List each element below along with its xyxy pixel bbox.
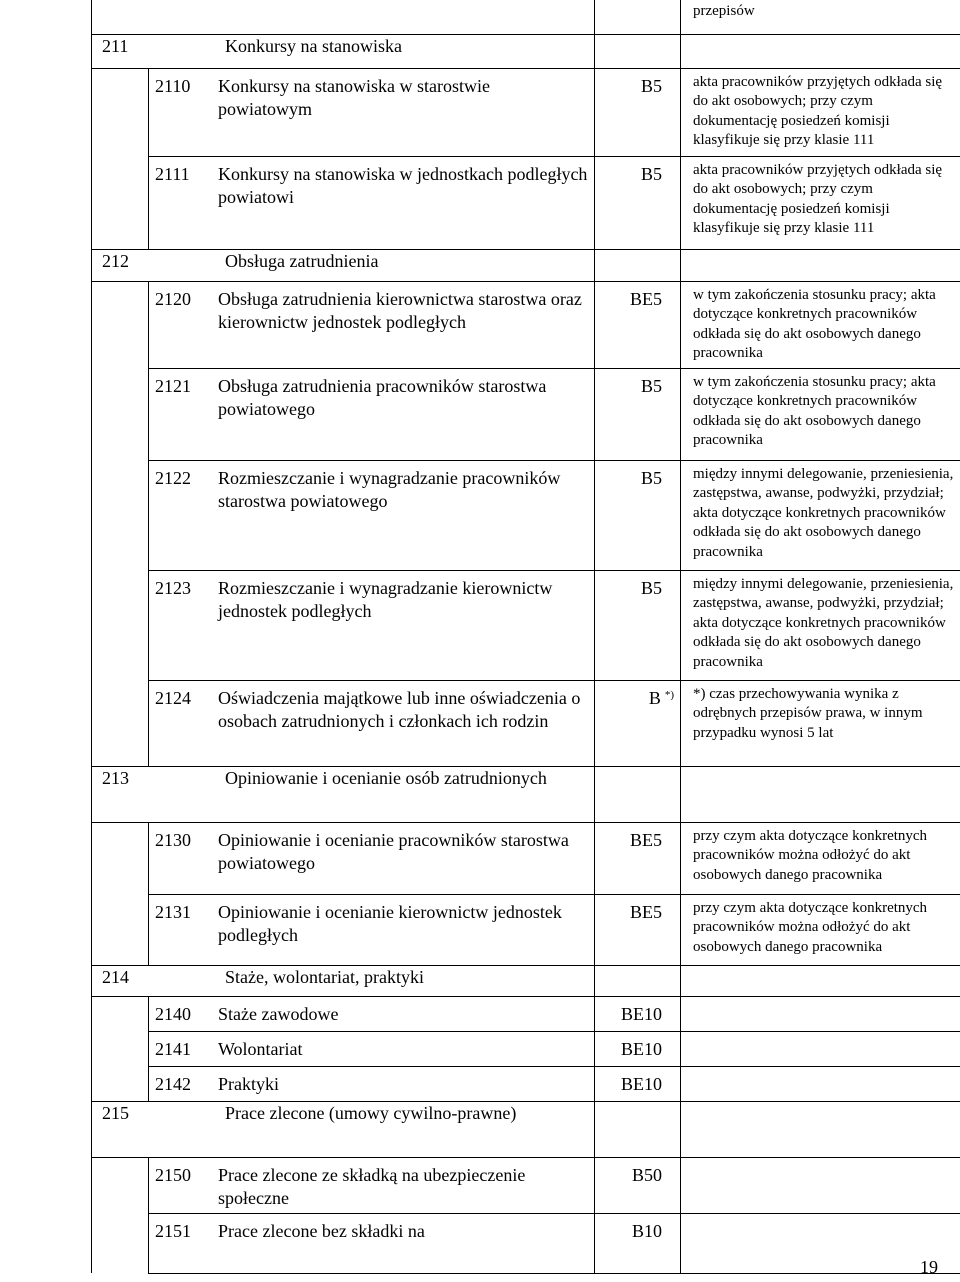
archive-category-code: B10 bbox=[631, 1220, 662, 1241]
continuation-cell bbox=[92, 0, 595, 34]
item-title: Konkursy na stanowiska w starostwie powiatowym bbox=[218, 75, 490, 119]
table-row bbox=[92, 680, 960, 766]
item-symbol: 2122 bbox=[155, 467, 191, 488]
group-heading bbox=[102, 1102, 588, 1125]
archive-category bbox=[599, 157, 676, 186]
archive-category-code: B5 bbox=[640, 467, 662, 488]
page-number: 19 bbox=[920, 1257, 938, 1277]
item-note: akta pracowników przyjętych odkłada się do akt osobowych; przy czym dokumentację posiedzeń komisji klasyfikuje się przy klasie 111 bbox=[693, 73, 943, 148]
note-cell bbox=[681, 894, 960, 965]
item-cell bbox=[149, 1157, 595, 1213]
item-heading bbox=[155, 895, 588, 947]
group-title: Opiniowanie i ocenianie osób zatrudnionych bbox=[225, 767, 547, 788]
item-symbol: 2150 bbox=[155, 1164, 191, 1185]
item-note: akta pracowników przyjętych odkłada się do akt osobowych; przy czym dokumentację posiedzeń komisji klasyfikuje się przy klasie 111 bbox=[693, 161, 943, 236]
category-cell bbox=[595, 1157, 681, 1213]
indent-cell bbox=[92, 156, 149, 249]
table-row-group bbox=[92, 1101, 960, 1157]
note-cell bbox=[681, 1066, 960, 1101]
item-heading bbox=[155, 282, 588, 334]
indent-cell bbox=[92, 1213, 149, 1273]
item-cell bbox=[149, 680, 595, 766]
note-cell bbox=[681, 1031, 960, 1066]
item-cell bbox=[149, 822, 595, 894]
note-cell bbox=[681, 965, 960, 996]
item-title: Obsługa zatrudnienia kierownictwa starostwa oraz kierownictw jednostek podległych bbox=[218, 288, 582, 332]
archive-category-code: BE5 bbox=[629, 901, 662, 922]
item-heading bbox=[155, 157, 588, 209]
archive-category bbox=[599, 69, 676, 98]
item-heading bbox=[155, 1214, 588, 1243]
category-cell bbox=[595, 460, 681, 570]
category-cell bbox=[595, 680, 681, 766]
group-cell bbox=[92, 965, 595, 996]
table-row bbox=[92, 1157, 960, 1213]
category-cell bbox=[595, 965, 681, 996]
note-cell bbox=[681, 368, 960, 460]
archive-category-code: B5 bbox=[640, 163, 662, 184]
item-heading bbox=[155, 1067, 588, 1096]
table-row bbox=[92, 460, 960, 570]
table-row bbox=[92, 1213, 960, 1273]
archive-category bbox=[599, 997, 676, 1026]
category-cell bbox=[595, 570, 681, 680]
item-note: *) czas przechowywania wynika z odrębnych przepisów prawa, w innym przypadku wynosi 5 lat bbox=[693, 685, 923, 741]
group-heading bbox=[102, 250, 588, 273]
group-symbol: 214 bbox=[102, 966, 129, 987]
group-title: Prace zlecone (umowy cywilno-prawne) bbox=[225, 1102, 517, 1123]
archive-category bbox=[599, 571, 676, 600]
archive-category bbox=[599, 1067, 676, 1096]
item-title: Rozmieszczanie i wynagradzanie pracowników starostwa powiatowego bbox=[218, 467, 561, 511]
note-cell bbox=[681, 996, 960, 1031]
item-title: Konkursy na stanowiska w jednostkach podległych powiatowi bbox=[218, 163, 588, 207]
archive-category bbox=[599, 823, 676, 852]
item-title: Obsługa zatrudnienia pracowników starostwa powiatowego bbox=[218, 375, 547, 419]
category-cell bbox=[595, 1101, 681, 1157]
group-symbol: 213 bbox=[102, 767, 129, 788]
note-cell bbox=[681, 1101, 960, 1157]
category-cell bbox=[595, 368, 681, 460]
item-title: Opiniowanie i ocenianie pracowników starostwa powiatowego bbox=[218, 829, 569, 873]
item-note: przy czym akta dotyczące konkretnych pracowników można odłożyć do akt osobowych danego pracownika bbox=[693, 827, 928, 883]
item-symbol: 2124 bbox=[155, 687, 191, 708]
category-cell bbox=[595, 1213, 681, 1273]
item-heading bbox=[155, 997, 588, 1026]
table-row bbox=[92, 281, 960, 368]
note-cell bbox=[681, 570, 960, 680]
item-note: między innymi delegowanie, przeniesienia, zastępstwa, awanse, podwyżki, przydział; akta dotyczące konkretnych pracowników odkłada się do akt osobowych danego pracownika bbox=[693, 575, 954, 670]
table-row bbox=[92, 894, 960, 965]
group-cell bbox=[92, 1101, 595, 1157]
note-cell bbox=[681, 249, 960, 281]
archive-category-code: B5 bbox=[640, 375, 662, 396]
classification-table-body bbox=[92, 0, 960, 1273]
item-cell bbox=[149, 281, 595, 368]
table-row-continuation bbox=[92, 0, 960, 34]
category-cell bbox=[595, 68, 681, 156]
item-heading bbox=[155, 461, 588, 513]
item-title: Opiniowanie i ocenianie kierownictw jednostek podległych bbox=[218, 901, 562, 945]
item-cell bbox=[149, 996, 595, 1031]
category-cell bbox=[595, 1031, 681, 1066]
note-cell bbox=[681, 281, 960, 368]
archive-category-code: B5 bbox=[640, 577, 662, 598]
item-symbol: 2130 bbox=[155, 829, 191, 850]
indent-cell bbox=[92, 68, 149, 156]
category-footnote-mark: *) bbox=[664, 688, 674, 701]
indent-cell bbox=[92, 368, 149, 460]
item-cell bbox=[149, 460, 595, 570]
note-cell bbox=[681, 34, 960, 68]
classification-table bbox=[91, 0, 960, 1274]
item-symbol: 2151 bbox=[155, 1220, 191, 1241]
group-symbol: 212 bbox=[102, 250, 129, 271]
archive-category bbox=[599, 461, 676, 490]
table-row bbox=[92, 156, 960, 249]
category-cell bbox=[595, 281, 681, 368]
category-cell bbox=[595, 1066, 681, 1101]
item-title: Prace zlecone ze składką na ubezpieczenie społeczne bbox=[218, 1164, 526, 1208]
group-title: Staże, wolontariat, praktyki bbox=[225, 966, 424, 987]
item-heading bbox=[155, 69, 588, 121]
archive-category bbox=[599, 1032, 676, 1061]
category-cell bbox=[595, 156, 681, 249]
item-heading bbox=[155, 571, 588, 623]
archive-category-code: BE5 bbox=[629, 829, 662, 850]
table-row bbox=[92, 822, 960, 894]
item-cell bbox=[149, 368, 595, 460]
item-title: Prace zlecone bez składki na bbox=[218, 1220, 425, 1241]
item-cell bbox=[149, 1213, 595, 1273]
indent-cell bbox=[92, 680, 149, 766]
item-title: Praktyki bbox=[218, 1073, 279, 1094]
item-symbol: 2120 bbox=[155, 288, 191, 309]
indent-cell bbox=[92, 281, 149, 368]
table-row bbox=[92, 1031, 960, 1066]
indent-cell bbox=[92, 822, 149, 894]
archive-category-code: BE10 bbox=[620, 1073, 662, 1094]
table-row-group bbox=[92, 249, 960, 281]
note-cell bbox=[681, 680, 960, 766]
category-cell bbox=[595, 996, 681, 1031]
indent-cell bbox=[92, 894, 149, 965]
table-row bbox=[92, 368, 960, 460]
group-cell bbox=[92, 766, 595, 822]
note-cell bbox=[681, 460, 960, 570]
archive-category-code: BE10 bbox=[620, 1038, 662, 1059]
archive-category bbox=[599, 1158, 676, 1187]
item-cell bbox=[149, 570, 595, 680]
indent-cell bbox=[92, 996, 149, 1031]
indent-cell bbox=[92, 1031, 149, 1066]
item-cell bbox=[149, 156, 595, 249]
archive-category bbox=[599, 369, 676, 398]
group-title: Obsługa zatrudnienia bbox=[225, 250, 379, 271]
item-heading bbox=[155, 681, 588, 733]
item-symbol: 2123 bbox=[155, 577, 191, 598]
archive-category-code: BE10 bbox=[620, 1003, 662, 1024]
table-row bbox=[92, 570, 960, 680]
category-cell bbox=[595, 249, 681, 281]
table-row-group bbox=[92, 965, 960, 996]
archive-category bbox=[599, 895, 676, 924]
item-cell bbox=[149, 68, 595, 156]
note-cell bbox=[681, 156, 960, 249]
continued-note: przepisów bbox=[681, 0, 960, 34]
item-heading bbox=[155, 1158, 588, 1210]
note-cell bbox=[681, 1213, 960, 1273]
item-symbol: 2110 bbox=[155, 75, 191, 96]
table-row bbox=[92, 996, 960, 1031]
note-cell bbox=[681, 1157, 960, 1213]
note-cell bbox=[681, 766, 960, 822]
group-heading bbox=[102, 767, 588, 790]
item-symbol: 2111 bbox=[155, 163, 190, 184]
item-symbol: 2121 bbox=[155, 375, 191, 396]
archive-category-code: B5 bbox=[640, 75, 662, 96]
item-heading bbox=[155, 823, 588, 875]
item-title: Wolontariat bbox=[218, 1038, 303, 1059]
note-cell bbox=[681, 822, 960, 894]
group-title: Konkursy na stanowiska bbox=[225, 35, 402, 56]
category-cell bbox=[595, 34, 681, 68]
item-note: przy czym akta dotyczące konkretnych pracowników można odłożyć do akt osobowych danego pracownika bbox=[693, 899, 928, 955]
note-cell bbox=[681, 68, 960, 156]
item-symbol: 2141 bbox=[155, 1038, 191, 1059]
group-heading bbox=[102, 35, 588, 58]
indent-cell bbox=[92, 1066, 149, 1101]
item-cell bbox=[149, 1066, 595, 1101]
archive-category bbox=[599, 681, 676, 710]
group-cell bbox=[92, 249, 595, 281]
item-title: Rozmieszczanie i wynagradzanie kierownictw jednostek podległych bbox=[218, 577, 553, 621]
item-title: Oświadczenia majątkowe lub inne oświadczenia o osobach zatrudnionych i członkach ich rodzin bbox=[218, 687, 581, 731]
item-heading bbox=[155, 369, 588, 421]
continuation-cell bbox=[595, 0, 681, 34]
group-heading bbox=[102, 966, 588, 989]
group-symbol: 211 bbox=[102, 35, 129, 56]
table-row bbox=[92, 68, 960, 156]
table-row bbox=[92, 1066, 960, 1101]
item-cell bbox=[149, 894, 595, 965]
item-symbol: 2131 bbox=[155, 901, 191, 922]
item-heading bbox=[155, 1032, 588, 1061]
archive-category-code: B bbox=[648, 687, 661, 708]
item-title: Staże zawodowe bbox=[218, 1003, 339, 1024]
category-cell bbox=[595, 766, 681, 822]
archive-category-code: B50 bbox=[631, 1164, 662, 1185]
group-symbol: 215 bbox=[102, 1102, 129, 1123]
table-row-group bbox=[92, 766, 960, 822]
item-cell bbox=[149, 1031, 595, 1066]
indent-cell bbox=[92, 460, 149, 570]
item-note: między innymi delegowanie, przeniesienia, zastępstwa, awanse, podwyżki, przydział; akta dotyczące konkretnych pracowników odkłada się do akt osobowych danego pracownika bbox=[693, 465, 954, 560]
category-cell bbox=[595, 894, 681, 965]
item-symbol: 2142 bbox=[155, 1073, 191, 1094]
item-note: w tym zakończenia stosunku pracy; akta dotyczące konkretnych pracowników odkłada się do akt osobowych danego pracownika bbox=[693, 373, 936, 448]
archive-category bbox=[599, 282, 676, 311]
category-cell bbox=[595, 822, 681, 894]
table-row-group bbox=[92, 34, 960, 68]
archive-category-code: BE5 bbox=[629, 288, 662, 309]
indent-cell bbox=[92, 1157, 149, 1213]
archive-category bbox=[599, 1214, 676, 1243]
indent-cell bbox=[92, 570, 149, 680]
item-symbol: 2140 bbox=[155, 1003, 191, 1024]
group-cell bbox=[92, 34, 595, 68]
item-note: w tym zakończenia stosunku pracy; akta dotyczące konkretnych pracowników odkłada się do akt osobowych danego pracownika bbox=[693, 286, 936, 361]
